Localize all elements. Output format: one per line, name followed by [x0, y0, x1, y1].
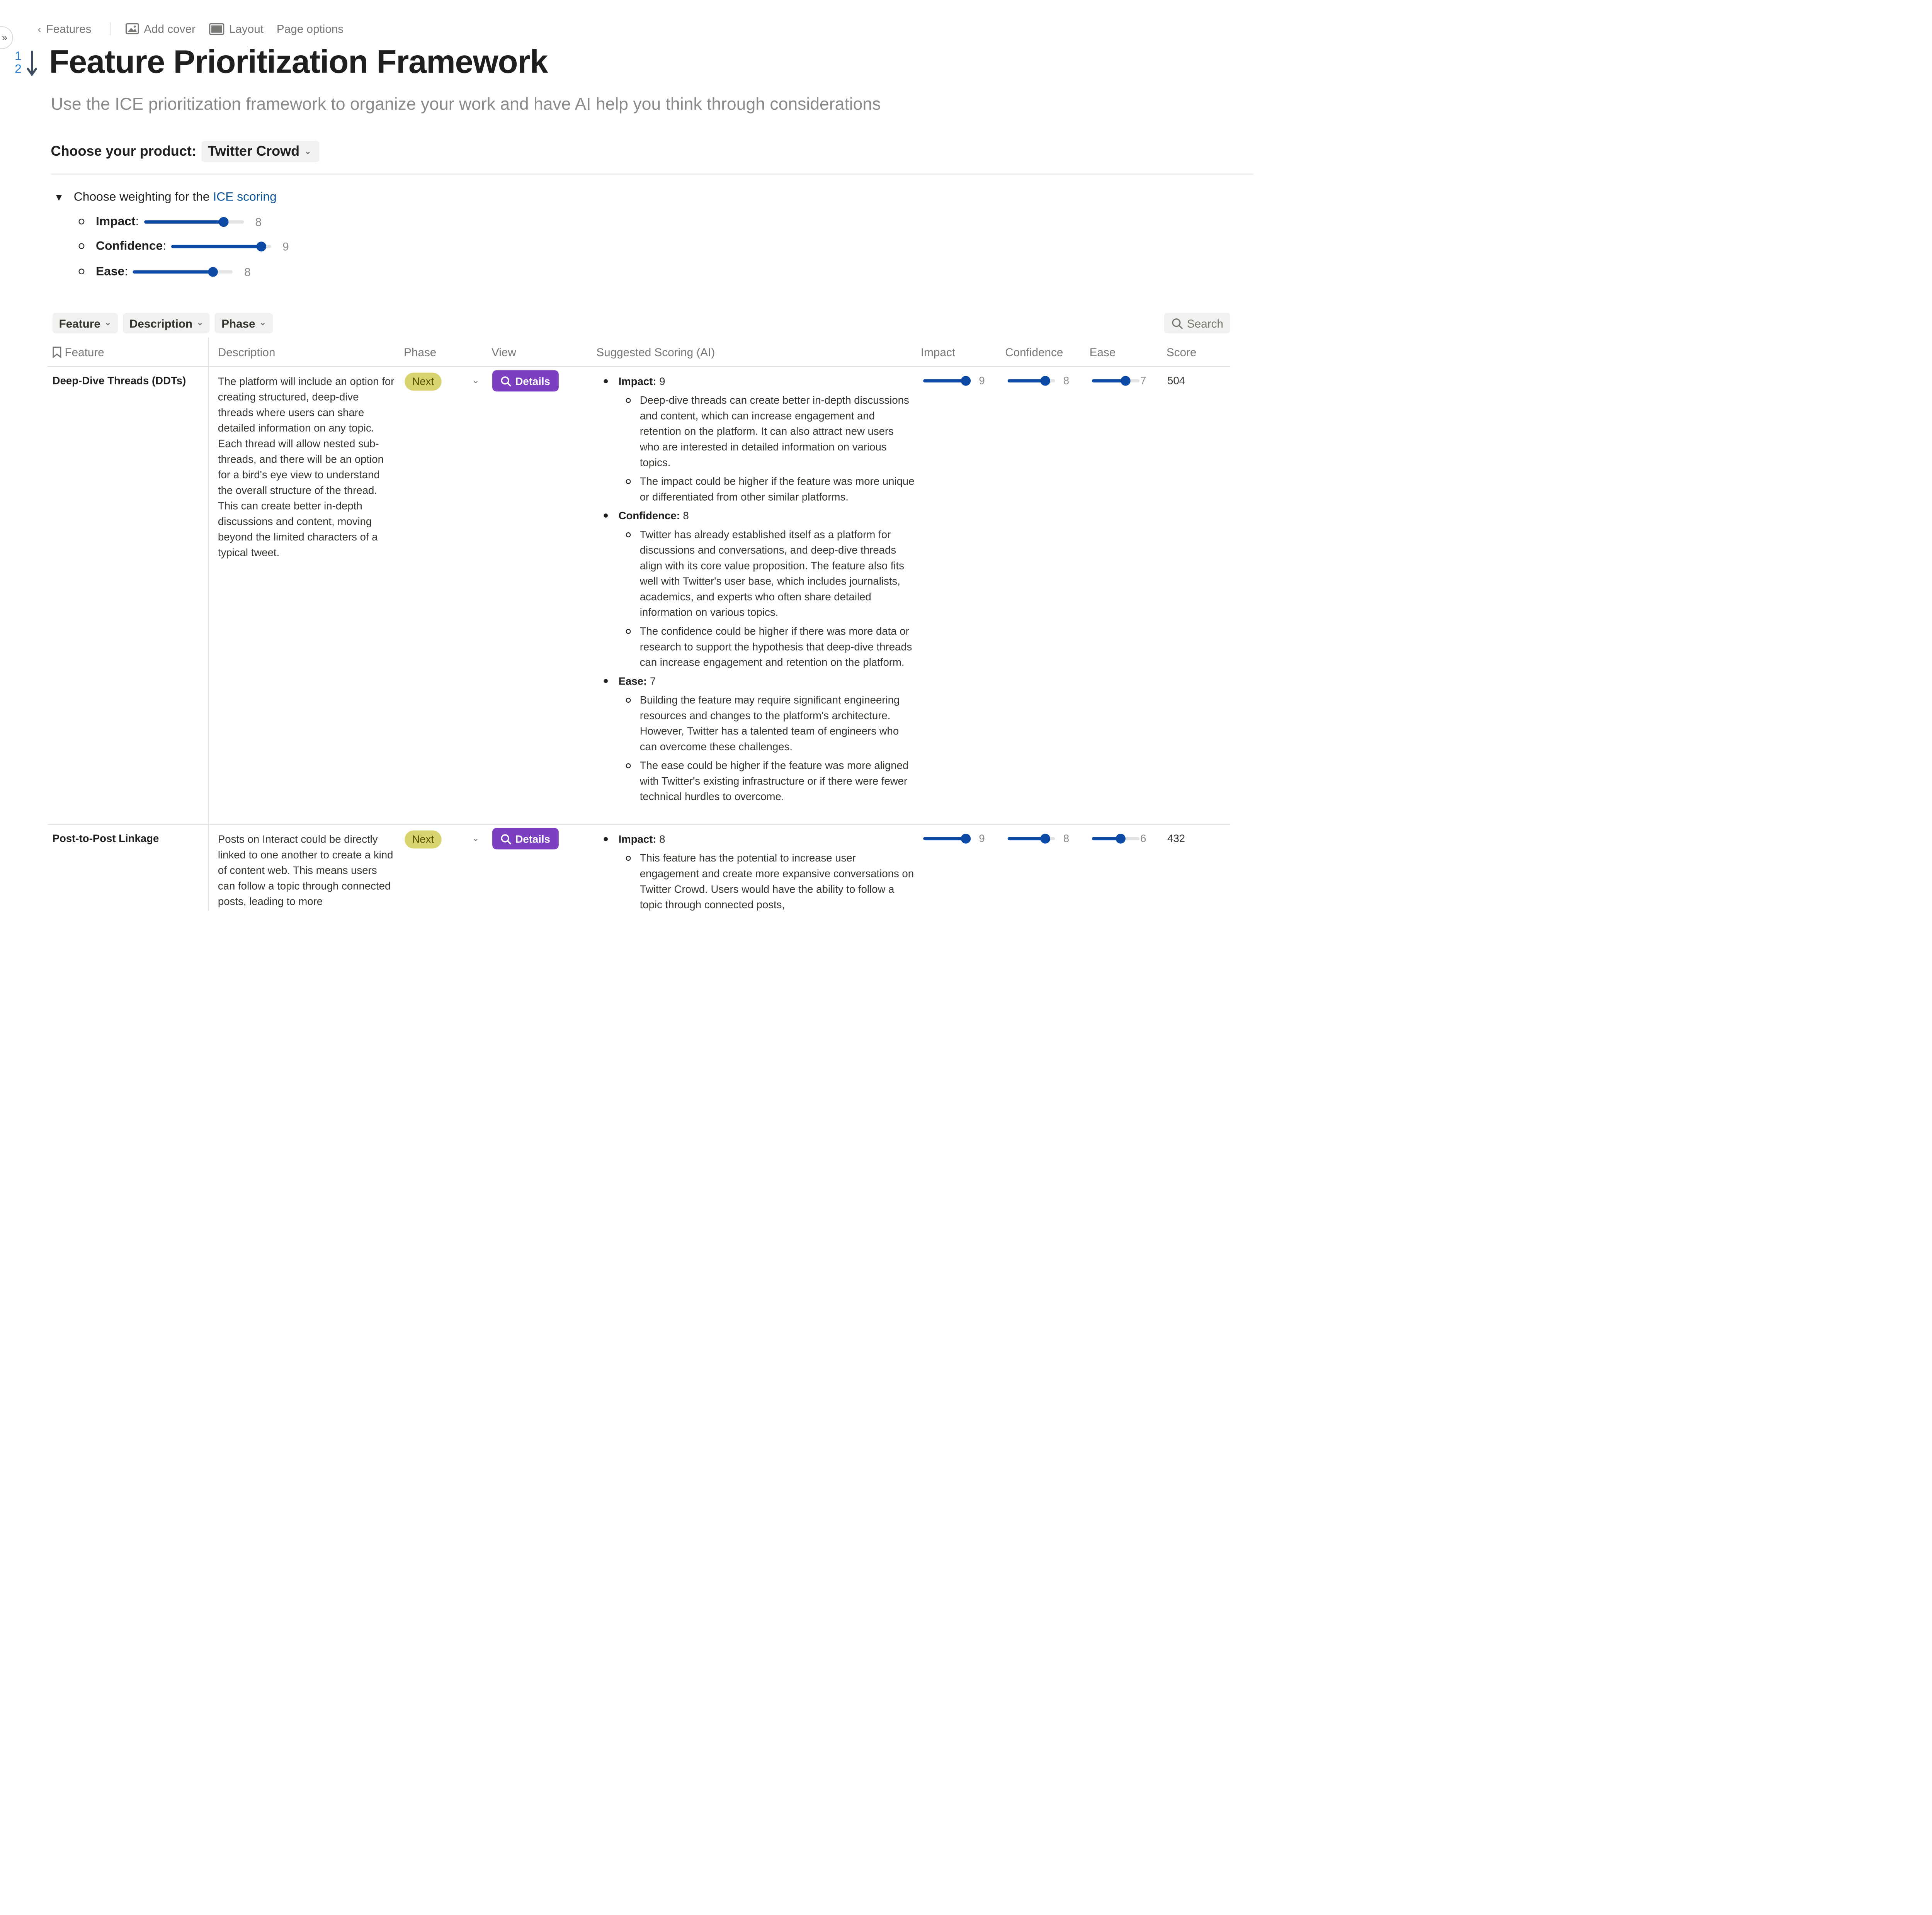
chevron-down-icon: ⌄ — [304, 147, 311, 156]
slider-knob[interactable] — [256, 241, 266, 251]
filter-phase-label: Phase — [221, 316, 255, 330]
confidence-slider[interactable] — [1008, 379, 1055, 382]
slider-fill — [133, 270, 213, 273]
page-title: Feature Prioritization Framework — [49, 44, 548, 80]
slider-fill — [923, 379, 966, 382]
chevron-down-icon: ⌄ — [259, 318, 267, 328]
topbar-divider — [109, 22, 110, 35]
sort-numeric-icon — [15, 49, 43, 78]
chevron-down-icon[interactable]: ⌄ — [472, 376, 480, 386]
weight-confidence-value: 9 — [282, 240, 289, 253]
ease-value: 7 — [1140, 374, 1146, 387]
search-icon — [1172, 317, 1183, 329]
sort-icon-digit-1: 1 — [15, 49, 22, 63]
ai-score-key: Confidence: — [618, 509, 680, 522]
filter-description[interactable] — [123, 313, 210, 333]
slider-knob[interactable] — [219, 217, 228, 226]
weighting-toggle-text — [74, 190, 277, 204]
page-root — [0, 0, 1276, 911]
chevron-down-icon: ⌄ — [104, 318, 112, 328]
weight-ease — [79, 265, 251, 279]
search-icon — [500, 833, 511, 844]
sidebar-expand-button[interactable] — [0, 26, 13, 49]
page-options-label: Page options — [276, 22, 344, 36]
filter-phase[interactable] — [215, 313, 273, 333]
filter-description-label: Description — [129, 316, 193, 330]
slider-fill — [923, 837, 966, 840]
weight-ease-slider[interactable] — [133, 270, 233, 273]
ai-score-note: The ease could be higher if the feature was more aligned with Twitter's existing infrastructure or if there were fewer technical hurdles to overcome. — [595, 758, 915, 804]
col-ai-scoring[interactable]: Suggested Scoring (AI) — [596, 345, 715, 359]
phase-tag[interactable]: Next — [405, 373, 441, 391]
ai-score-note: Twitter has already established itself as a platform for discussions and conversations, and deep-dive threads align with its core value proposition. The feature also fits well with Twitter's user base, which includes journalists, academics, and experts who often share detailed information on various topics. — [595, 527, 915, 620]
confidence-value: 8 — [1063, 374, 1070, 387]
impact-value: 9 — [979, 832, 985, 845]
slider-fill — [1008, 837, 1046, 840]
row-description: The platform will include an option for creating structured, deep-dive threads where users can share detailed information on any topic. Each thread will allow nested sub-threads, and there will be an option for a bird's eye view to understand the overall structure of the thread. This can create better in-depth discussions and content, moving beyond the limited characters of a typical tweet. — [218, 375, 395, 559]
slider-knob[interactable] — [1041, 834, 1050, 843]
ai-score-key: Impact: — [618, 833, 656, 845]
ai-score-list — [595, 374, 915, 804]
score-value: 432 — [1167, 832, 1185, 845]
col-description[interactable]: Description — [218, 345, 276, 359]
phase-tag[interactable]: Next — [405, 831, 441, 849]
ai-scoring-cell — [595, 374, 915, 808]
weight-impact-label: Impact — [96, 214, 136, 229]
product-chooser — [51, 141, 319, 162]
chevron-down-icon: ⌄ — [196, 318, 204, 328]
layout-icon — [209, 22, 224, 35]
add-cover-label: Add cover — [144, 22, 196, 36]
row-feature[interactable]: Post-to-Post Linkage — [52, 832, 159, 845]
ai-score-value: 9 — [656, 375, 665, 387]
filter-bar — [53, 313, 273, 333]
confidence-value: 8 — [1063, 832, 1070, 845]
weight-colon: : — [124, 264, 128, 279]
chevron-left-icon: ‹ — [37, 22, 41, 35]
slider-fill — [1008, 379, 1046, 382]
list-bullet — [79, 268, 85, 274]
col-impact[interactable]: Impact — [920, 345, 955, 359]
slider-knob[interactable] — [961, 376, 971, 386]
slider-fill — [144, 220, 224, 223]
ai-score-note: Deep-dive threads can create better in-depth discussions and content, which can increase engagement and retention on the platform. It can also attract new users who are interested in detailed information on various topics. — [595, 392, 915, 470]
filter-feature-label: Feature — [59, 316, 100, 330]
row-divider — [48, 824, 1230, 825]
sort-arrow-icon — [26, 51, 38, 77]
col-feature-label: Feature — [65, 345, 104, 359]
ai-scoring-cell — [595, 831, 915, 916]
ai-score-value: 8 — [680, 509, 689, 522]
ai-score-list — [595, 831, 915, 912]
ai-score-value: 8 — [656, 833, 665, 845]
weight-confidence-label: Confidence — [96, 239, 163, 253]
search-icon — [500, 376, 511, 386]
product-label: Choose your product: — [51, 143, 196, 159]
search-button[interactable] — [1164, 313, 1231, 333]
slider-knob[interactable] — [208, 267, 218, 276]
slider-knob[interactable] — [1120, 376, 1130, 386]
product-select-value: Twitter Crowd — [207, 143, 300, 159]
col-ease[interactable]: Ease — [1089, 345, 1116, 359]
ease-slider[interactable] — [1092, 837, 1139, 840]
ai-score-item — [595, 508, 915, 523]
col-feature[interactable] — [53, 346, 104, 359]
chevron-down-icon[interactable]: ⌄ — [472, 834, 480, 844]
search-label: Search — [1187, 316, 1223, 330]
slider-knob[interactable] — [1116, 834, 1125, 843]
ease-value: 6 — [1140, 832, 1146, 845]
weight-ease-label: Ease — [96, 264, 125, 279]
bookmark-icon — [53, 347, 61, 358]
slider-fill — [1092, 379, 1125, 382]
image-icon — [125, 23, 139, 34]
back-label: Features — [46, 22, 92, 36]
layout-label: Layout — [229, 22, 264, 36]
ai-score-note: Building the feature may require significant engineering resources and changes to the platform's architecture. However, Twitter has a talented team of engineers who can overcome these challenges. — [595, 692, 915, 754]
weighting-toggle[interactable] — [54, 190, 277, 204]
table-header — [48, 342, 1230, 367]
details-label: Details — [515, 832, 550, 845]
filter-feature[interactable] — [53, 313, 118, 333]
weighting-toggle-prefix: Choose weighting for the — [73, 190, 213, 204]
ai-score-item — [595, 374, 915, 389]
weight-impact-value: 8 — [255, 215, 262, 228]
ai-score-value: 7 — [647, 675, 656, 687]
ai-score-note: The impact could be higher if the feature was more unique or differentiated from other similar platforms. — [595, 473, 915, 505]
ai-score-item — [595, 831, 915, 847]
weight-ease-value: 8 — [244, 265, 251, 278]
ai-score-note: The confidence could be higher if there was more data or research to support the hypothesis that deep-dive threads can increase engagement and retention on the platform. — [595, 623, 915, 670]
section-divider — [51, 173, 1253, 174]
slider-fill — [171, 245, 261, 248]
weight-confidence-slider[interactable] — [171, 245, 271, 248]
list-bullet — [79, 219, 85, 224]
page-topbar — [38, 20, 357, 38]
page-subtitle: Use the ICE prioritization framework to organize your work and have AI help you think through considerations — [51, 95, 881, 114]
double-chevron-right-icon: » — [2, 32, 8, 44]
row-feature[interactable]: Deep-Dive Threads (DDTs) — [52, 374, 186, 387]
ai-score-key: Impact: — [618, 375, 656, 387]
back-to-features-link[interactable] — [38, 20, 92, 38]
details-button[interactable] — [492, 828, 558, 849]
sort-icon-digit-2: 2 — [15, 62, 22, 76]
add-cover-button[interactable] — [125, 20, 195, 38]
page-options-button[interactable] — [277, 20, 344, 38]
impact-slider[interactable] — [923, 379, 971, 382]
weight-colon: : — [163, 239, 167, 253]
weight-impact-slider[interactable] — [144, 220, 244, 223]
impact-value: 9 — [979, 374, 985, 387]
layout-button[interactable] — [209, 20, 264, 38]
slider-knob[interactable] — [1041, 376, 1050, 386]
col-confidence[interactable]: Confidence — [1005, 345, 1063, 359]
confidence-slider[interactable] — [1008, 837, 1055, 840]
weight-colon: : — [135, 214, 139, 229]
details-button[interactable] — [492, 370, 558, 391]
row-description: Posts on Interact could be directly linked to one another to create a kind of content web. This means users can follow a topic through connected posts, leading to more — [218, 833, 393, 907]
product-select[interactable] — [201, 141, 320, 162]
weight-confidence — [79, 239, 289, 253]
ease-slider[interactable] — [1092, 379, 1139, 382]
ai-score-item — [595, 673, 915, 689]
toggle-triangle-icon: ▼ — [54, 191, 64, 203]
impact-slider[interactable] — [923, 837, 971, 840]
ai-score-key: Ease: — [618, 675, 647, 687]
details-label: Details — [515, 374, 550, 387]
score-value: 504 — [1167, 374, 1185, 387]
list-bullet — [79, 243, 85, 249]
col-phase[interactable]: Phase — [404, 345, 437, 359]
col-score[interactable]: Score — [1166, 345, 1197, 359]
weight-impact — [79, 214, 262, 228]
ice-scoring-link[interactable]: ICE scoring — [213, 190, 277, 204]
slider-knob[interactable] — [961, 834, 971, 843]
col-view[interactable]: View — [491, 345, 516, 359]
ai-score-note: This feature has the potential to increase user engagement and create more expansive conversations on Twitter Crowd. Users would have the ability to follow a topic through connected posts, — [595, 850, 915, 912]
